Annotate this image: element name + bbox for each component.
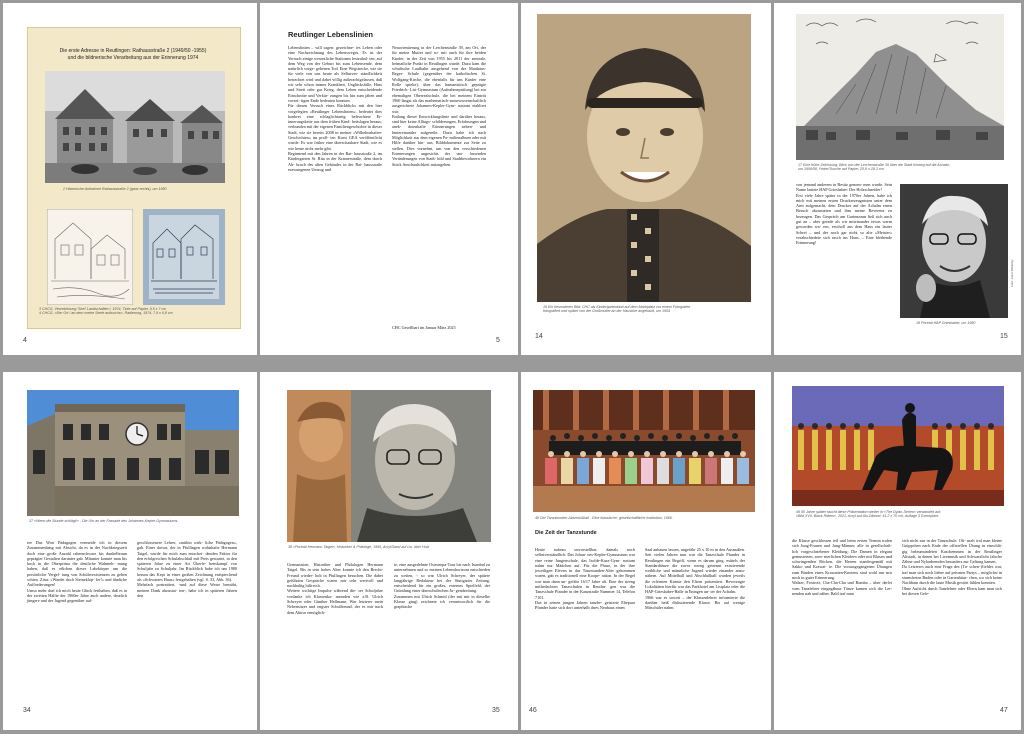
sketch-drawing — [47, 209, 133, 305]
drawing-caption: 17 Eine frühe Zeichnung: Blick von der Lerchenstraße 39 über die Stadt hinweg auf die Achalm, um 1956/58, Feder/Tusche auf Papier, 20,8 x 28,3 cm. — [798, 163, 951, 172]
text-column: von jemand anderem in Besitz genom- men wurde. Sein Name lautete HAP Grieshaber: Der Holzschneider! Erst viele Jahre später in der 1970er Jahren, habe ich mich mit meinen ersten Druckerzeugnissen unter dem Arm aufgemacht, dem Drucker auf der Achalm einen Besuch abzustatten und ihm meine Reverenz zu bezeugen. Das Gespräch am Gartenzaun ließ sich auch gut an – aber gerade als wir miteinander etwas warm geworden wa- ren, erscholl aus dem Haus ein lauter Schrei – und der noch gar nicht so alte »Meister« verabschiedete sich rasch ins Haus. – Eine bleibende Erinnerung! — [796, 182, 892, 246]
page-number: 4 — [23, 337, 27, 344]
page-47 — [774, 372, 1021, 730]
text-column-2: sich nicht nur in der Tanzschule. Oft- mals traf man kleine Grüppchen nach Ende der offiziellen Übung in einschlä- gig beleumundeten Kaschemmen in der Reutlinger Altstadt, in denen bei Livemusik und Schwarzlicht falsche Zähne und Nylonhemden besonders zur Geltung kamen. Da Letzteres auch eine Frage des (Ta- schen-)Geldes war, traf man sich noch lieber auf privaten Partys – möglichst in sturmfreien Buden oder in Gartenhäus- chen, wo sich keine Nachbarn durch die laute Musik gestört fühlen konnten. Ohne Aufsicht durch Tanzlehrer oder Eltern kam man sich bei diesen Gele- — [902, 538, 1002, 596]
text-column-2: te, eine ausgedehnte Osteuropa-Tour bis nach Istanbul zu unternehmen und so meinen Lebenshorizont entschieden zu weiten, - so war Ulrich Schreyer, der spätere langjährige Redakteur bei der Stuttgarter Zeitung, entscheidend für ein großes, externes Spielfeld, der Gründung einer überschulischen Ju- gendzeitung. Zusammen mit Ulrich Schmid (der mit mir in dieselbe Klasse ging) zeichnete ich verantwortlich für die graphische — [394, 562, 490, 610]
photo-caption: 16 Ein besonderes Bild: CHC als Kindergartenkind auf dem Marktplatz vor einem Fotografen fotografiert und später von der Großmutter an der Haustüre angekauft, um 1954 — [543, 305, 691, 314]
article-title: Reutlinger Lebenslinien — [288, 30, 374, 39]
painting-caption: 38 »Portrait Hermann Taigel«, Historiker & Philologe, 1995, Acryl/Sand auf Lw. über Holz — [288, 545, 430, 549]
page-15 — [774, 3, 1021, 355]
portrait-caption: 18 Portrait HAP Grieshaber, um 1980 — [916, 321, 976, 325]
text-column-2: geschlossenere Lehrer, »mithin wirk- liche Pädagogen«, gab. Einer davon, der in Pfullingen wohnhafte Hermann Taigel, wurde für mich zum entschei- denden Faktor für den erfolgreichen Schulabschluß mit Preis gestartet, in den späteren Jahre zu einer Art Überle- benskampf von Schuljahr zu Schuljahr. Im Rückblick habe ich um 1980 herum das Kepi in einer großen Zeichnung entsprechend als »Schwarzes Haus« festgehalten (vgl. S. 33, Abb. 36). Mehrfach portraitiert, -und auf diese Weise bemüht, meinen Dank abzustat- ten-, habe ich in späteren Jahren den — [137, 540, 237, 598]
painting-caption: 49 50 Jahre später taucht diese Präsentation wieder in »The Dylan-Series« verwandelt auf: »Bild XVII, Black Riders«, 2021, Acryl auf Alu-Dibond, 41,2 x 70 cm, Auflage 3 Exemplare. — [796, 510, 942, 519]
page-46 — [521, 372, 771, 730]
text-column-1: Germanisten, Historiker und Philologen Hermann Taigel. Bis in sein hohes Alter konnte ich den Brecht-Freund wieder- holt in Pfullingen besuchen. Die dabei geführten Gespräche waren mir sehr wertvoll und nachhaltig hilfreich. Weitere wichtige Impulse während die- ser Schuljahre verdanke ich Klassenka- meraden wie z.B. Ulrich Schreyer oder Günther Hellmann. War letzterer mein Nebensitzer und engster Schulfreund, der es mir nach dem Abitur ermöglich- — [287, 562, 383, 615]
text-column-1: die Klasse geschlossen teil und beim ersten Termin trafen sich Jung-Frauen und Jung-Männer, alle in gesellschaft- lich vorgeschriebener Kleidung: Die Damen in elegant gemusterten, som- merlichen Kleidern oder mit Blusen und schwingenden Röcken, die Herren standesgemäß mit Sakko und Krawat- te. Die vorausgegangenen Übungen zum Binden eines Krawatten-Knotens sind wohl nur mir noch in guter Erinnerung. Walzer, Foxtrott, Cha-Cha-Cha und Rumba – über derlei vom Tanzlehrer eingegähnte Tänze kamen sich die Ler- nenden nah und näher. Bald traf man — [792, 538, 892, 596]
section-heading: Die Zeit der Tanzstunde — [535, 530, 597, 536]
text-column-1: Lebenslinien – will sagen: gezeichne- tes Leben oder eine Nachzeichnung des Lebensweges. Es ist der Versuch einige wesentliche Stationen festzuhal- ten, auf dem Weg von der Geburt bis zum Lebensende, dem natürlich vorge- gebenen Tod. Eine Wegstrecke, wie sie für viele von uns heute als Selbstver- ständlichkeit betrachtet wird und dabei völlig außerachtgelassen, daß wir sehr schon immer Krankheit, Unglücksfälle, Hass und Streit oder gar Krieg, dem Leben entscheidende Einschnitte und Verkür- zungen bis hin zum jähen und vorzei- tigen Ende bedeuten konnten. Für diesen Versuch eines Rückblicks mit den hier vorgelegten »Reutlinger Lebenslinien«, bedeutet dies konkret eine schlaglichtartig beleuchtete Er- innerungskette aus dem frühen Kind- heitslagen heraus, verbunden mit der eigenen Familiengeschichte in dieser Stadt, wie sie bereits 2008 in meiner »Wilhelmshafen-Geschichten« im prall- ten Kurst GEA veröffentlicht wurde. Es war früher eine überschaubare Stadt, wie es wie heute nicht mehr gibt. Beginnend mit den Jahren in der Rat- hausstraße 2, im Kindergarten St. Rita in der Kramerstraße, dem durch Ab- bruch des alten Gebäudes in der Rat- hausstraße erzwungenen Umzug und — [288, 45, 382, 172]
signature-line: CHC Gesellhart im Januar März 2025 — [392, 325, 456, 330]
achalm-drawing — [796, 14, 1004, 160]
photo-credit: Foto: Horst Wilderby — [1010, 259, 1014, 287]
photo-caption: 37 »Wenn die Stunde schlägt!« - Die Uhr an der Fassade des Johannes-Kepler-Gymnasiums. — [29, 519, 179, 523]
etching-blue — [143, 209, 225, 305]
historic-building-photo — [45, 71, 225, 183]
dance-ball-group-photo — [533, 390, 755, 512]
page-number: 46 — [529, 707, 537, 714]
text-column-2: Neuorientierung in der Lerchenstraße 39, am Ort, der für meine Mutter und so- mit auch für ihre beiden Kinder, in der Zeit von 1955 bis 2011 der zentrale, heimatliche Punkt in Reutlingen wurde. Dazu kam die schulische Laufbahn ausgehend von der Matthäus-Beger- Schule (gegenüber der katholischen St. Wolfgang-Kirche, die ebenfalls für uns Kinder eine Rolle spielte), über das humanistisch geprägte Friedrich- List-Gymnasium (Aufnahmeprüfung) bei zur ehemaligen Oberrealschule, die bei meinem Eintritt 1960 längst als das mathematisch-naturwissenschaftlich ausgerichtete Johannes-Kepler-Gym- nasium etabliert war. Entlang dieser Entwicklungslinie und darüber heraus, sind hier keine Alltags- schilderungen, Erfahrungen und anek- dotenhafte Erinnerungen neben- und hintereinander aufgereiht. Dazu habe ich nach Möglichkeit aus dem eigenen Fa- milienalbum oder mit Hilfe darüber hin- aus, Bilddokumente zur Seite zu stellen. Dies vornehm, um von den verschiedenen Erinnerungen angesichts der um- fassenden Veränderungen von Stadt- bild und Stadtbewohnern ein Stück Anschaulichkeit mitzugeben. — [392, 45, 486, 167]
page-35 — [260, 372, 518, 730]
child-portrait-photo — [537, 14, 751, 302]
page-number: 47 — [1000, 707, 1008, 714]
page-5 — [260, 3, 518, 355]
grieshaber-portrait-photo — [900, 184, 1008, 318]
black-riders-painting — [792, 386, 1004, 506]
page-number: 35 — [492, 707, 500, 714]
page-14 — [521, 3, 771, 355]
page-34 — [3, 372, 257, 730]
text-column-2: Saal anbauen lassen, ungefähr 25 x 10 m in den Ausmaßen. Seit vielen Jahren nun war die Tanzschule Pfander in Reutlingen ein Begriff, wenn es darum ging, mittels der Standardtänze die zuvor streng getrennt existierende weibliche und männliche Jugend wieder einander anzu- nähern. Auf Mittelball und Abschlußball wurden jeweils die erlernten Künste den Eltern präsentiert. Bevorzugte Lokalitäten hierfür war das Parkhotel am Listplatz oder die HAP-Grieshaber-Halle in Eningen un- ter der Achalm. 1966 war es soweit – der Klassenlehrer informierte die darüber heiß diskutierende Klasse. Bis auf wenige Mitschüler nahm — [645, 547, 745, 611]
page-4 — [3, 3, 257, 355]
photo-caption: 48 Der Tanzstunden-Abschlußball - Eine klassische, gesellschaftliche Institution, 1966. — [535, 516, 673, 520]
text-column-1: Heute nahezu unvorstellbar, damals noch selbstverständlich: Das Johan- nes-Kepler-Gymnasium war eine reine Jungenschule, das Isolde-Kurz-Gym- nasium nahm nur Mädchen auf. Für die Phase, in der ihre jeweiligen Eleven in das Tanzstunden-Alter gekommen waren, gab es traditionell eine Koope- ration. In der Regel war man dann un- gefähr 16/17 Jahre alt. Eine der streng mitbedachten Tanzschulen in Reutlin- gen war die Tanzschule Pfander in der Kanzstraße Nummer 14, Telefon 7101. Das in seinen jungen Jahren tanzbe- geisterte Ehepaar Pfander hatte sich dort unterhalb ihres Neubaus einen — [535, 547, 635, 611]
caption-3-4: 3 CHCG, Verzeichnung 'Seel' Landschaften I, 1974, Tinte auf Papier, 9,5 x 7 cm 4 CHCG, »Der Ort / an dem meine Seele aufwuchs«, Radierung, 1974, 7,9 x 6,8 cm — [39, 307, 173, 316]
caption-2: 2 Historische Aufnahme Rathausstraße 2 (ganz rechts), um 1950 — [63, 187, 167, 191]
school-facade-photo — [27, 390, 239, 516]
page-number: 5 — [496, 337, 500, 344]
page-number: 15 — [1000, 333, 1008, 340]
box-title: Die erste Adresse in Reutlingen: Rathausstraße 2 (1949/50 -1955) und die bildnerische Verarbeitung aus der Erinnerung 1974 — [59, 48, 207, 61]
text-column-1: ree Das Wort Pädagogen vermeide ich in diesem Zusammenhang mit Absicht, da es in der Nachkriegszeit doch eine große Anzahl rabenschwarz bis dunkelbraun geprägter Gestalten darunter gab. Mitunter konnte man bis hoch in die Oberprima die deutliche Wahrneh- mung haben, daß es etlichen dieser Lehrkörper um die persönliche Vergel- tung von Schülerexistenzen zu gehen schien. Zitat: »Wardet doch Steineklop- fer!« und ähnliche Aufforderungen! Umso mehr darf ich mich heute Glück festhalten, daß es in der zweiten Hälfte der 1960er Jahre auch andere, deutlich jüngere und der Jugend gegenüber auf- — [27, 540, 127, 604]
taigel-portrait-painting — [287, 390, 491, 542]
page-number: 34 — [23, 707, 31, 714]
page-number: 14 — [535, 333, 543, 340]
